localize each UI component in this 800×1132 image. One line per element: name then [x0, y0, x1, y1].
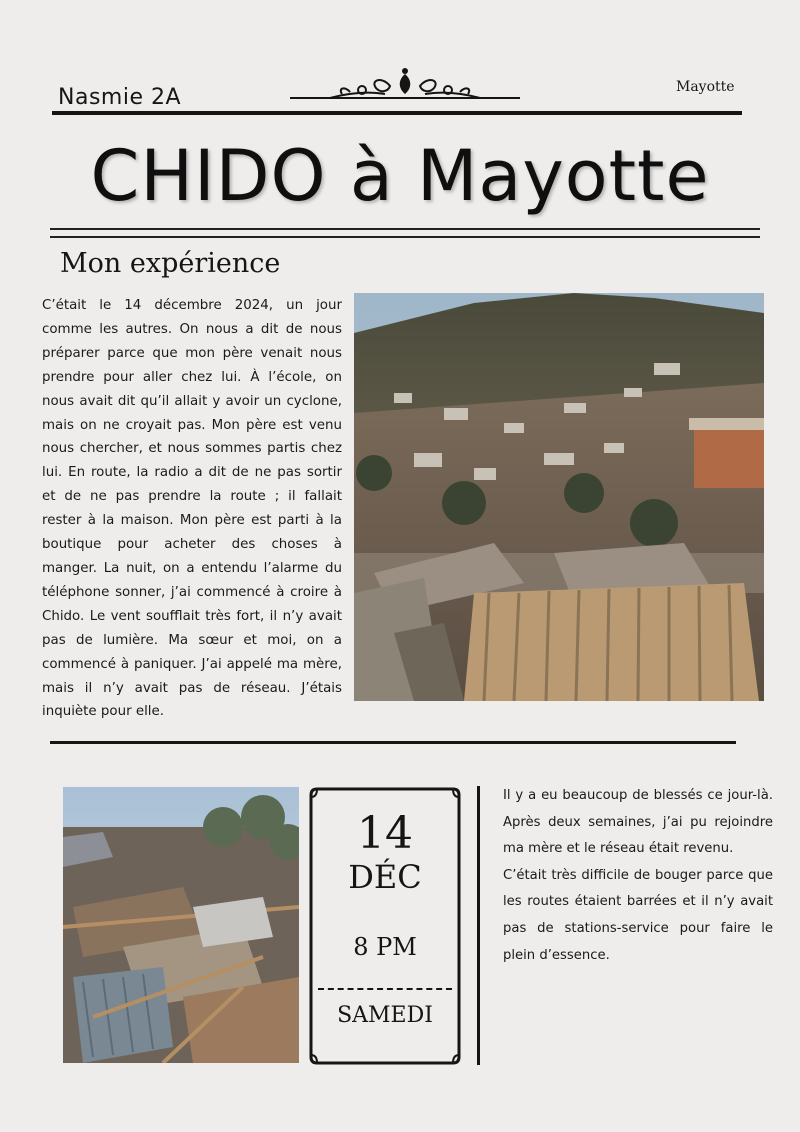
aftermath-text	[503, 783, 773, 969]
section-divider	[50, 741, 736, 744]
date-time: 8 PM	[353, 933, 417, 961]
location-label: Mayotte	[676, 79, 735, 95]
photo-debris	[63, 787, 299, 1063]
page-title: CHIDO à Mayotte	[90, 135, 710, 217]
title-rule-bottom	[50, 236, 760, 238]
header-rule	[52, 111, 742, 115]
date-day: 14	[357, 808, 413, 859]
date-divider	[318, 988, 452, 990]
section-title: Mon expérience	[60, 248, 281, 279]
title-rule-top	[50, 228, 760, 230]
article-body: C’était le 14 décembre 2024, un jour comme les autres. On nous a dit de nous préparer parce que mon père venait nous prendre pour aller chez lui. À l’école, on nous avait dit qu’il allait y avoir un cyclone, mais on ne croyait pas. Mon père est venu nous chercher, et nous sommes partis chez lui. En route, la radio a dit de ne pas sortir et de ne pas prendre la route ; il fallait rester à la maison. Mon père est parti à la boutique pour acheter des choses à manger. La nuit, on a entendu l’alarme du téléphone sonner, j’ai commencé à croire à Chido. Le vent soufflait très fort, il n’y avait pas de lumière. Ma sœur et moi, on a commencé à paniquer. J’ai appelé ma mère, mais il n’y avait pas de réseau. J’étais inquiète pour elle.	[42, 298, 342, 720]
date-month: DÉC	[348, 858, 422, 896]
column-divider	[477, 786, 480, 1065]
date-weekday: SAMEDI	[337, 1003, 433, 1028]
aftermath-paragraph-2: C’était très difficile de bouger parce que les routes étaient barrées et il n’y avait pas de stations-service pour faire le plein d’essence.	[503, 867, 773, 963]
photo-hillside-destruction	[354, 293, 764, 701]
ornament-icon	[290, 66, 520, 106]
aftermath-paragraph-1: Il y a eu beaucoup de blessés ce jour-là. Après deux semaines, j’ai pu rejoindre ma mère et le réseau était revenu.	[503, 788, 773, 857]
author-name: Nasmie 2A	[58, 85, 182, 110]
